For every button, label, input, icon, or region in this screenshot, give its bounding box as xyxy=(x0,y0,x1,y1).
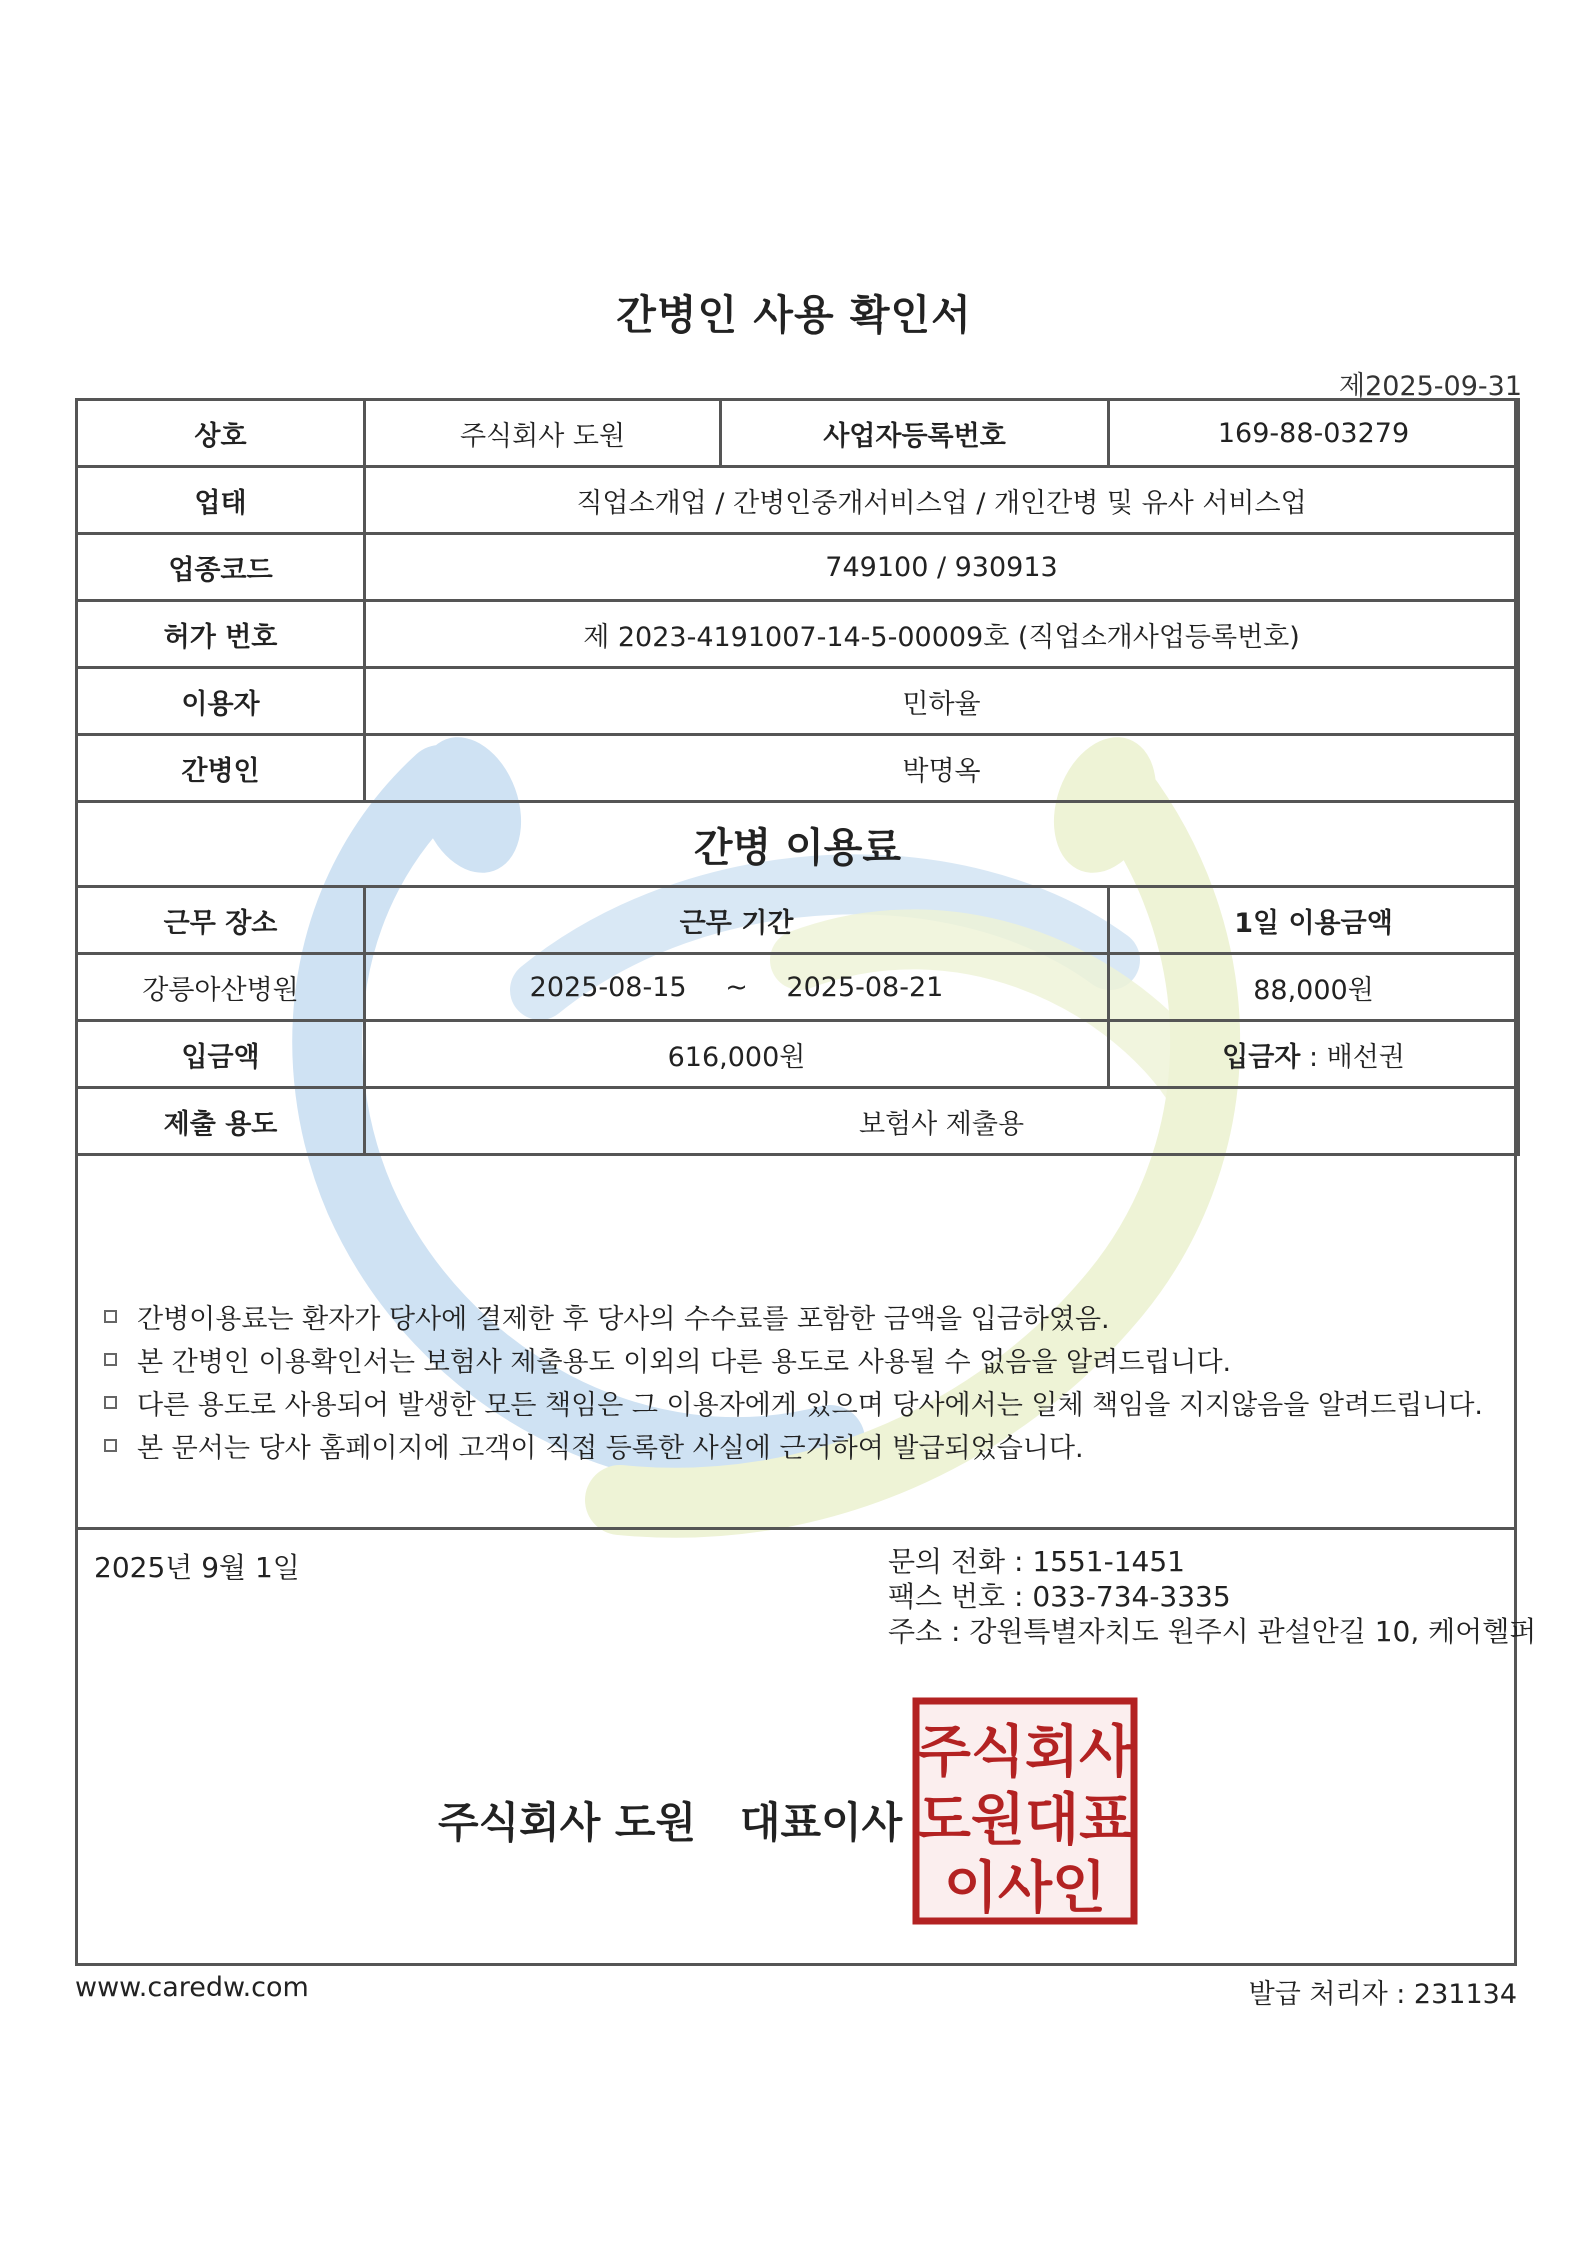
row-business-type xyxy=(77,467,1519,534)
period-separator: ~ xyxy=(725,971,748,1003)
notes-list xyxy=(100,1295,1500,1467)
purpose-label: 제출 용도 xyxy=(77,1088,365,1155)
contact-fax: 팩스 번호 : 033-734-3335 xyxy=(888,1580,1231,1613)
business-type-label: 업태 xyxy=(77,467,365,534)
document-title: 간병인 사용 확인서 xyxy=(616,291,972,339)
row-industry-code xyxy=(77,534,1519,601)
permit-label: 허가 번호 xyxy=(77,601,365,668)
depositor-name: 배선권 xyxy=(1326,1041,1405,1073)
square-bullet-icon xyxy=(104,1353,117,1366)
user-label: 이용자 xyxy=(77,668,365,735)
row-fee-values xyxy=(77,954,1519,1021)
contact-info xyxy=(888,1544,1536,1649)
work-place-label: 근무 장소 xyxy=(77,887,365,954)
reg-number: 169-88-03279 xyxy=(1109,400,1519,467)
row-purpose xyxy=(77,1088,1519,1155)
start-date: 2025-08-15 xyxy=(529,971,687,1003)
industry-code: 749100 / 930913 xyxy=(365,534,1519,601)
note-item xyxy=(100,1295,1500,1338)
company-seal xyxy=(912,1697,1138,1925)
issue-date: 2025년 9월 1일 xyxy=(94,1551,300,1584)
note-item xyxy=(100,1424,1500,1467)
depositor-separator: : xyxy=(1300,1041,1327,1073)
square-bullet-icon xyxy=(104,1439,117,1452)
business-type: 직업소개업 / 간병인중개서비스업 / 개인간병 및 유사 서비스업 xyxy=(365,467,1519,534)
depositor-label: 입금자 xyxy=(1222,1041,1301,1073)
note-text: 본 문서는 당사 홈페이지에 고객이 직접 등록한 사실에 근거하여 발급되었습니다. xyxy=(137,1433,1084,1464)
work-period-label: 근무 기간 xyxy=(365,887,1109,954)
info-table xyxy=(75,398,1520,1156)
signer-title: 주식회사 도원 대표이사 xyxy=(438,1798,903,1847)
row-caregiver xyxy=(77,735,1519,802)
website-link[interactable]: www.caredw.com xyxy=(75,1972,309,2003)
work-period xyxy=(365,954,1109,1021)
square-bullet-icon xyxy=(104,1310,117,1323)
company-name: 주식회사 도원 xyxy=(365,400,721,467)
user-name: 민하율 xyxy=(365,668,1519,735)
row-fee-headers xyxy=(77,887,1519,954)
note-text: 본 간병인 이용확인서는 보험사 제출용도 이외의 다른 용도로 사용될 수 없음을 알려드립니다. xyxy=(137,1347,1232,1378)
row-fee-heading xyxy=(77,802,1519,887)
industry-code-label: 업종코드 xyxy=(77,534,365,601)
fee-section-heading: 간병 이용료 xyxy=(77,802,1519,887)
caregiver-name: 박명옥 xyxy=(365,735,1519,802)
contact-address: 주소 : 강원특별자치도 원주시 관설안길 10, 케어헬퍼 xyxy=(888,1615,1537,1648)
row-user xyxy=(77,668,1519,735)
note-item xyxy=(100,1381,1500,1424)
depositor xyxy=(1109,1021,1519,1088)
note-text: 간병이용료는 환자가 당사에 결제한 후 당사의 수수료를 포함한 금액을 입금하였음. xyxy=(137,1304,1110,1335)
seal-row-3: 이사인 xyxy=(943,1856,1107,1921)
end-date: 2025-08-21 xyxy=(786,971,944,1003)
note-item xyxy=(100,1338,1500,1381)
seal-row-2: 도원대표 xyxy=(916,1788,1134,1853)
deposit-amount: 616,000원 xyxy=(365,1021,1109,1088)
purpose: 보험사 제출용 xyxy=(365,1088,1519,1155)
document-number: 제2025-09-31 xyxy=(1339,371,1522,402)
divider xyxy=(75,1527,1517,1530)
permit-number: 제 2023-4191007-14-5-00009호 (직업소개사업등록번호) xyxy=(365,601,1519,668)
row-company xyxy=(77,400,1519,467)
daily-amount: 88,000원 xyxy=(1109,954,1519,1021)
deposit-label: 입금액 xyxy=(77,1021,365,1088)
row-permit xyxy=(77,601,1519,668)
note-text: 다른 용도로 사용되어 발생한 모든 책임은 그 이용자에게 있으며 당사에서는 일체 책임을 지지않음을 알려드립니다. xyxy=(137,1390,1484,1421)
daily-amount-label: 1일 이용금액 xyxy=(1109,887,1519,954)
issuer-id: 발급 처리자 : 231134 xyxy=(1248,1979,1517,2010)
work-place: 강릉아산병원 xyxy=(77,954,365,1021)
square-bullet-icon xyxy=(104,1396,117,1409)
row-deposit xyxy=(77,1021,1519,1088)
reg-number-label: 사업자등록번호 xyxy=(721,400,1109,467)
contact-phone: 문의 전화 : 1551-1451 xyxy=(888,1545,1185,1578)
caregiver-label: 간병인 xyxy=(77,735,365,802)
company-name-label: 상호 xyxy=(77,400,365,467)
seal-row-1: 주식회사 xyxy=(916,1720,1134,1785)
